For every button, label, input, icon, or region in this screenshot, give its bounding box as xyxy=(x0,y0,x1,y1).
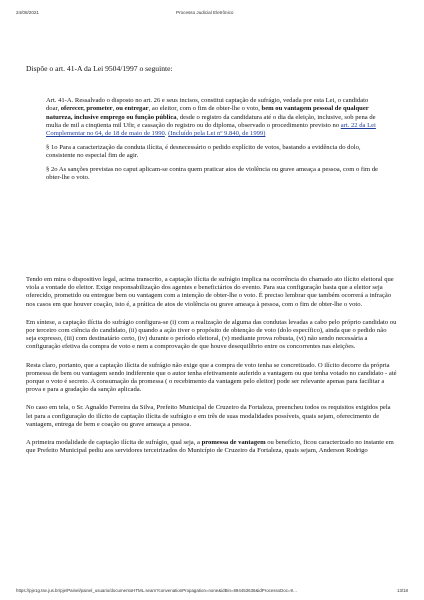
article-text-part: , xyxy=(112,105,116,113)
body-paragraph: Resta claro, portanto, que a captação ilícita de sufrágio não exige que a compra de voto tenha se concretizado. O ilícito decorre da própria promessa de bem ou vantagem sendo indiferente que o autor tenha efetivamente auferido a vantagem ou que tenha votado no candidato - até porque o voto é secreto. A consumação da promessa ( o recebimento da vantagem pelo eleitor) pode ser relevante apenas para facilitar a prova e para a gradação da sanção aplicada. xyxy=(26,361,397,394)
header-title: Processo Judicial Eletrônico xyxy=(176,10,234,15)
body-paragraph: Tendo em mira o dispositivo legal, acima transcrito, a captação ilícita de sufrágio implica na ocorrência do chamado ato ilícito eleitoral que viola a vontade do eleitor. Exige responsabilização dos agentes e beneficiários do evento. Para sua configuração basta que a eleitor seja oferecido, prometido ou entregue bem ou vantagem com a intenção de obter-lhe o voto. É preciso lembrar que também ocorrerá a infração nos casos em que houver coação, isto é, a prática de atos de violência ou grave ameaça à pessoa, com o fim de obter-lhe o voto. xyxy=(26,276,394,308)
article-bold-text: oferecer, prometer xyxy=(60,105,113,113)
lc64-link[interactable]: art. 22 da Lei Complementar no 64, de 18 de maio de 1990 xyxy=(46,121,376,138)
article-text-part: Art. 41-A. Ressalvado o disposto no art. 26 e seus incisos, constitui captação de sufrágio, vedada por esta Lei, o candidato doar, xyxy=(46,97,369,113)
article-text-part: , ao eleitor, com o fim de obter-lhe o voto, xyxy=(148,105,262,113)
article-bold-text: bem ou vantagem pessoal de qualquer natureza, inclusive emprego ou função pública xyxy=(46,105,369,121)
article-text-part: . xyxy=(164,130,169,138)
header-date: 24/08/2021 xyxy=(16,10,39,15)
footer-url: https://pje1g.tse.jus.br/pje/Painel/painel_usuario/documentoHTML.seam?convenationPropagation=none&idBin=894453636&idProcessoDoc=9… xyxy=(16,588,298,593)
body-paragraph: No caso em tela, o Sr. Agnaldo Ferreira da Silva, Prefeito Municipal de Cruzeiro da Fortaleza, preencheu todos os requisitos exigidos pela lei para a configuração do ilícito de captação ilícita de sufrágio e em três de suas modalidades possíveis, quais sejam, oferecimento de vantagem, entrega de bem e coação ou grave ameaça a pessoa. xyxy=(26,404,391,428)
body-paragraph: Em síntese, a captação ilícita do sufrágio configura-se (i) com a realização de alguma das condutas levadas a cabo pelo próprio candidato ou por terceiro com ciência do candidato, (ii) quando a ação tiver o propósito de obtenção de voto (dolo específico), ainda que o pedido não seja expresso, (iii) com destinatário certo, (iv) durante o período eleitoral, (v) mediante prova robusta, (vi) não sendo necessária a configuração efetiva da compra de voto e nem a comprovação de que houve desequilíbrio entre os concorrentes nas eleições. xyxy=(26,318,397,351)
paragraph-1-text: § 1o Para a caracterização da conduta ilícita, é desnecessário o pedido explícito de votos, bastando a evidência do dolo, consistente no especial fim de agir. xyxy=(46,143,361,160)
footer-page-number: 13/18 xyxy=(397,588,408,593)
lei-9840-link[interactable]: (Incluído pela Lei nº 9.840, de 1999) xyxy=(168,130,266,138)
body-bold-text: promessa de vantagem xyxy=(201,439,266,447)
body-text-part: ou benefício, ficou caracterizado no instante em que Prefeito Municipal pediu aos servidores terceirizados do Município de Cruzeiro da Fortaleza, quais sejam, Anderson Rodrigo xyxy=(26,439,394,455)
article-41a-text xyxy=(46,97,382,138)
body-paragraph xyxy=(26,439,398,455)
body-text-part: A primeira modalidade de captação ilícita de sufrágio, qual seja, a xyxy=(26,439,202,447)
intro-text: Dispõe o art. 41-A da Lei 9504/1997 o seguinte: xyxy=(26,64,173,73)
article-bold-text: ou entregar xyxy=(115,105,149,113)
legal-citation-block xyxy=(46,97,382,188)
paragraph-2-text: § 2o As sanções previstas no caput aplicam-se contra quem praticar atos de violência ou grave ameaça a pessoa, com o fim de obter-lhe o voto. xyxy=(46,166,378,182)
document-body xyxy=(26,276,398,465)
article-text-part: , desde o registro da candidatura até o dia da eleição, inclusive, sob pena de multa de mil a cinqüenta mil Ufir, e cassação do registro ou do diploma, observado o procedimento previsto no xyxy=(46,113,376,129)
